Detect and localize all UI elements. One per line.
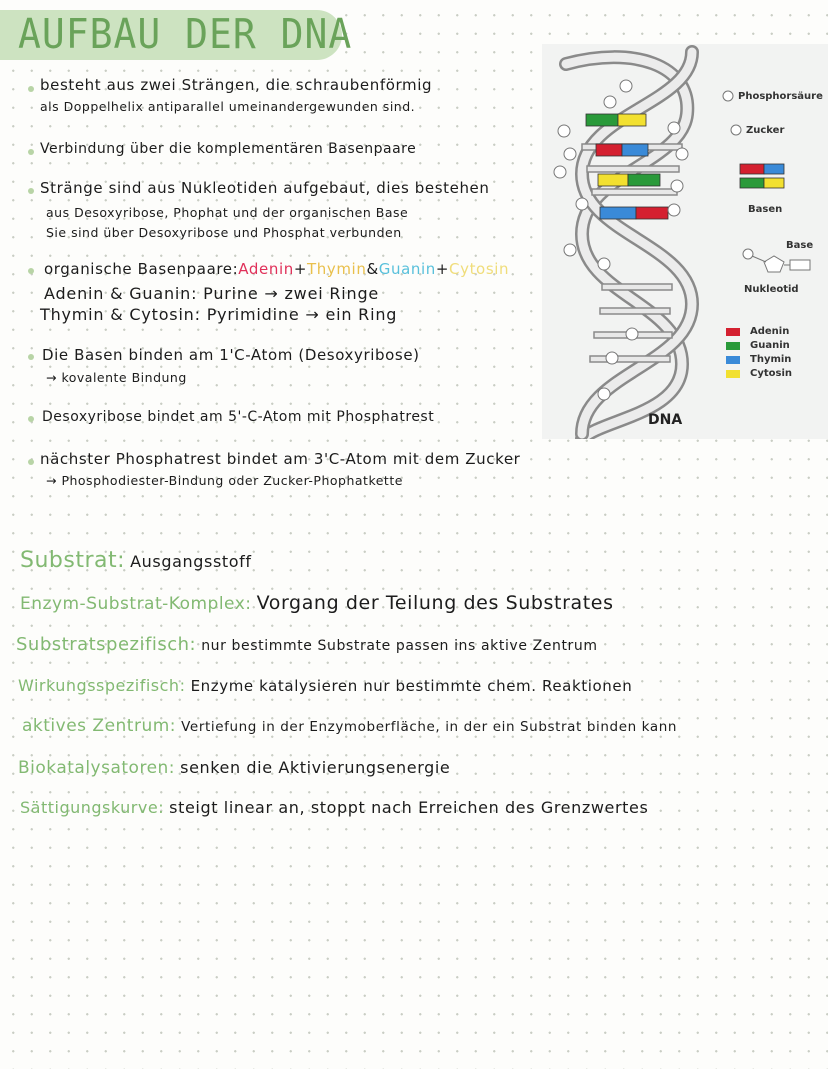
phosphate-legend-icon [723,91,733,101]
note-strands-cont: als Doppelhelix antiparallel umeinandergewunden sind. [40,99,416,114]
cytosin-word: Cytosin [449,260,510,278]
note-nucleotides: Stränge sind aus Nukleotiden aufgebaut, dies bestehen [40,179,490,197]
bullet-dot [28,86,34,92]
note-phosphate: nächster Phosphatrest bindet am 3'C-Atom mit dem Zucker [40,450,521,468]
glossary-enzym-substrat-komplex: Enzym-Substrat-Komplex: Vorgang der Teilung des Substrates [20,592,614,614]
glossary-substratspezifisch: Substratspezifisch: nur bestimmte Substrate passen ins aktive Zentrum [16,634,598,655]
base-pair-row-1 [586,114,646,126]
base-pair-row-2 [596,144,648,156]
glossary-biokatalysatoren: Biokatalysatoren: senken die Aktivierungsenergie [18,758,451,778]
legend-nucleotide-label: Nukleotid [744,284,799,295]
note-connection: Verbindung über die komplementären Basenpaare [40,141,417,157]
legend-guanin: Guanin [750,340,790,351]
legend-adenin: Adenin [750,326,790,337]
legend-thymin: Thymin [750,354,792,365]
base-pair-row-4 [600,207,668,219]
glossary-wirkungsspezifisch: Wirkungsspezifisch: Enzyme katalysieren nur bestimmte chem. Reaktionen [18,676,633,695]
glossary-substrat: Substrat: Ausgangsstoff [20,548,252,573]
guanin-word: Guanin [378,260,436,278]
glossary-aktives-zentrum: aktives Zentrum: Vertiefung in der Enzymoberfläche, in der ein Substrat binden kann [22,716,678,736]
note-purine: Adenin & Guanin: Purine → zwei Ringe [44,284,380,303]
ampersand: & [366,260,379,278]
note-strands: besteht aus zwei Strängen, die schraubenförmig [40,76,433,94]
bullet-dot [28,149,34,155]
bullet-dot [28,188,34,194]
legend-phosphate-label: Phosphorsäure [738,91,823,102]
note-pyrimidine: Thymin & Cytosin: Pyrimidine → ein Ring [40,305,398,324]
bullet-dot [28,354,34,360]
adenin-word: Adenin [238,260,294,278]
plus-sign: + [435,260,450,278]
legend-sugar-label: Zucker [746,125,785,136]
legend-bases-label: Basen [748,204,783,215]
note-bases-bind: Die Basen binden am 1'C-Atom (Desoxyribose) [42,346,420,364]
note-nucleotides-cont: aus Desoxyribose, Phophat und der organischen Base [46,205,409,220]
note-desoxyribose: Desoxyribose bindet am 5'-C-Atom mit Phosphatrest [42,409,435,425]
legend-base-label: Base [786,240,814,251]
note-covalent: → kovalente Bindung [46,370,187,385]
glossary-saettigungskurve: Sättigungskurve: steigt linear an, stoppt nach Erreichen des Grenzwertes [20,798,649,817]
bullet-dot [28,268,34,274]
base-pairs-label: organische Basenpaare: [44,260,239,278]
note-phosphodiester: → Phosphodiester-Bindung oder Zucker-Phophatkette [46,473,403,488]
dna-figure [542,44,828,439]
bullet-dot [28,459,34,465]
plus-sign: + [293,260,307,278]
dna-label: DNA [648,412,683,428]
note-base-pairs [44,260,509,278]
legend-cytosin: Cytosin [750,368,793,379]
base-pair-row-3 [598,174,660,186]
bullet-dot [28,416,34,422]
thymin-word: Thymin [307,260,367,278]
page-title: AUFBAU DER DNA [18,10,353,58]
note-nucleotides-cont2: Sie sind über Desoxyribose und Phosphat verbunden [46,225,402,240]
sugar-legend-icon [731,125,741,135]
